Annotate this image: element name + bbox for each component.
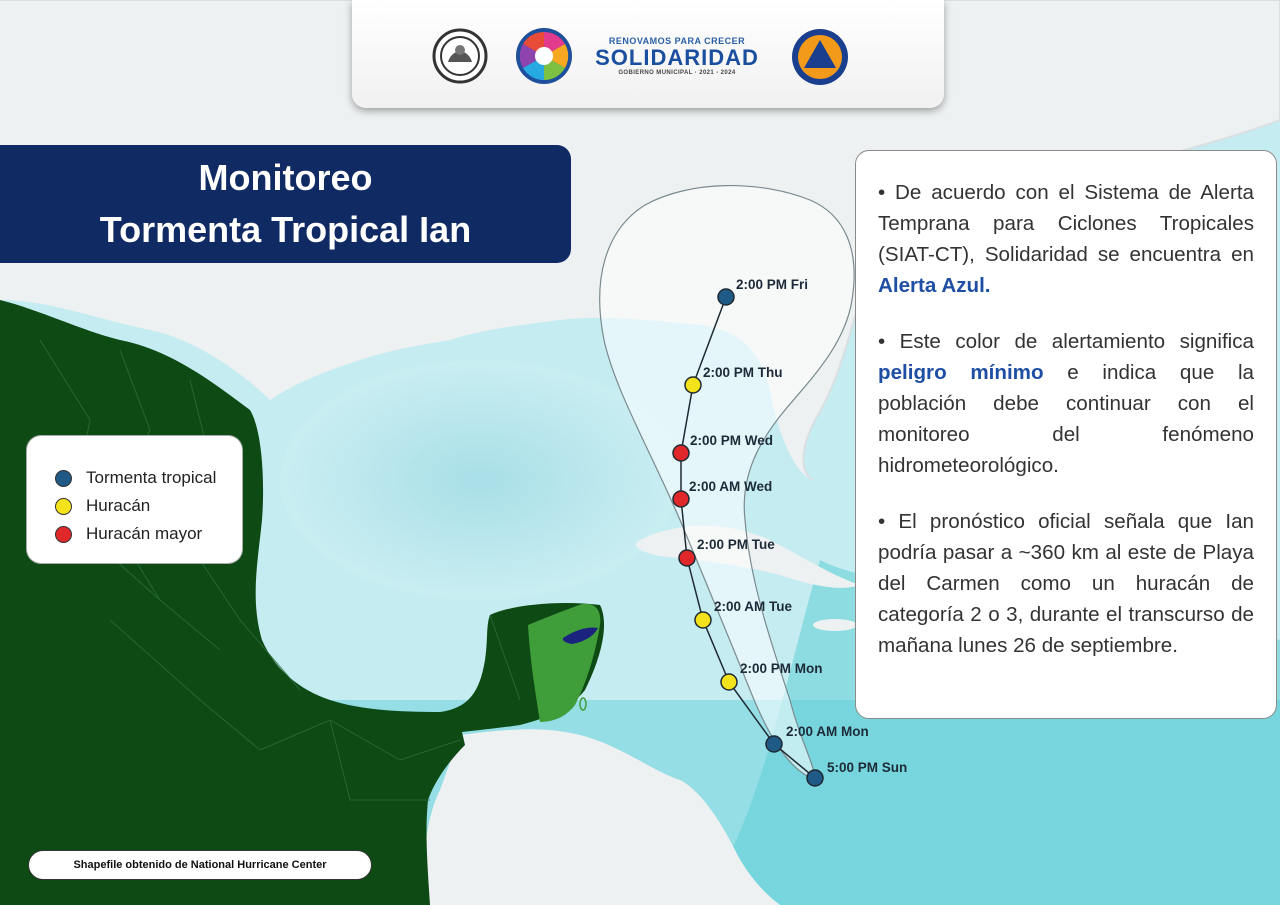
info-p3-text: • El pronóstico oficial señala que Ian podría pasar a ~360 km al este de Playa del Carmen como un huracán de categoría 2 o 3, durante el transcurso de mañana lunes 26 de septiembre. <box>878 510 1254 657</box>
track-point-label: 2:00 AM Tue <box>714 599 793 614</box>
legend-label: Tormenta tropical <box>86 468 217 487</box>
track-point-hurricane <box>685 377 701 393</box>
title-line-2: Tormenta Tropical Ian <box>99 209 472 250</box>
legend <box>27 436 242 563</box>
track-point-tropical-storm <box>718 289 734 305</box>
solidaridad-flower-logo <box>514 26 574 86</box>
legend-item-tropical-storm <box>55 464 242 492</box>
track-point-label: 2:00 PM Tue <box>697 537 775 552</box>
track-point-major-hurricane <box>673 491 689 507</box>
info-panel <box>855 150 1277 719</box>
title-line-1: Monitoreo <box>198 157 373 198</box>
source-note: Shapefile obtenido de National Hurricane Center <box>28 850 372 880</box>
info-paragraph-3 <box>878 506 1254 661</box>
info-paragraph-2 <box>878 326 1254 481</box>
track-point-label: 2:00 PM Thu <box>703 365 783 380</box>
track-point-label: 2:00 PM Fri <box>736 277 809 292</box>
brand-name: SOLIDARIDAD <box>595 45 759 70</box>
alert-level-highlight: Alerta Azul. <box>878 274 991 297</box>
solidaridad-wordmark <box>582 36 772 76</box>
track-point-hurricane <box>695 612 711 628</box>
track-point-label: 2:00 AM Mon <box>786 724 869 739</box>
track-point-major-hurricane <box>673 445 689 461</box>
track-point-tropical-storm <box>766 736 782 752</box>
track-point-label: 5:00 PM Sun <box>827 760 908 775</box>
legend-dot-hurricane <box>55 498 72 515</box>
legend-dot-tropical-storm <box>55 470 72 487</box>
track-point-major-hurricane <box>679 550 695 566</box>
brand-subtitle: GOBIERNO MUNICIPAL · 2021 - 2024 <box>618 70 736 76</box>
header-logo-bar <box>352 0 944 108</box>
info-p2-after: e indica que la población debe continuar con el monitoreo del fenómeno hidrometeorológico. <box>878 361 1254 477</box>
legend-dot-major-hurricane <box>55 526 72 543</box>
legend-item-major-hurricane <box>55 520 242 548</box>
title-banner <box>0 145 571 263</box>
info-p1-text: • De acuerdo con el Sistema de Alerta Temprana para Ciclones Tropicales (SIAT-CT), Solidaridad se encuentra en <box>878 181 1254 266</box>
brand-slogan: RENOVAMOS PARA CRECER <box>608 36 746 46</box>
track-point-tropical-storm <box>807 770 823 786</box>
track-point-label: 2:00 PM Mon <box>740 661 823 676</box>
gulf-of-mexico <box>280 360 680 600</box>
track-point-label: 2:00 PM Wed <box>690 433 774 448</box>
jamaica-land <box>813 619 857 631</box>
civil-protection-logo <box>790 27 850 87</box>
legend-label: Huracán <box>86 496 151 515</box>
municipal-seal-logo <box>432 26 488 86</box>
track-point-label: 2:00 AM Wed <box>689 479 773 494</box>
info-p2-before: • Este color de alertamiento significa <box>878 330 1254 353</box>
legend-label: Huracán mayor <box>86 524 203 543</box>
legend-item-hurricane <box>55 492 242 520</box>
danger-level-highlight: peligro mínimo <box>878 361 1044 384</box>
track-point-hurricane <box>721 674 737 690</box>
info-paragraph-1 <box>878 177 1254 301</box>
